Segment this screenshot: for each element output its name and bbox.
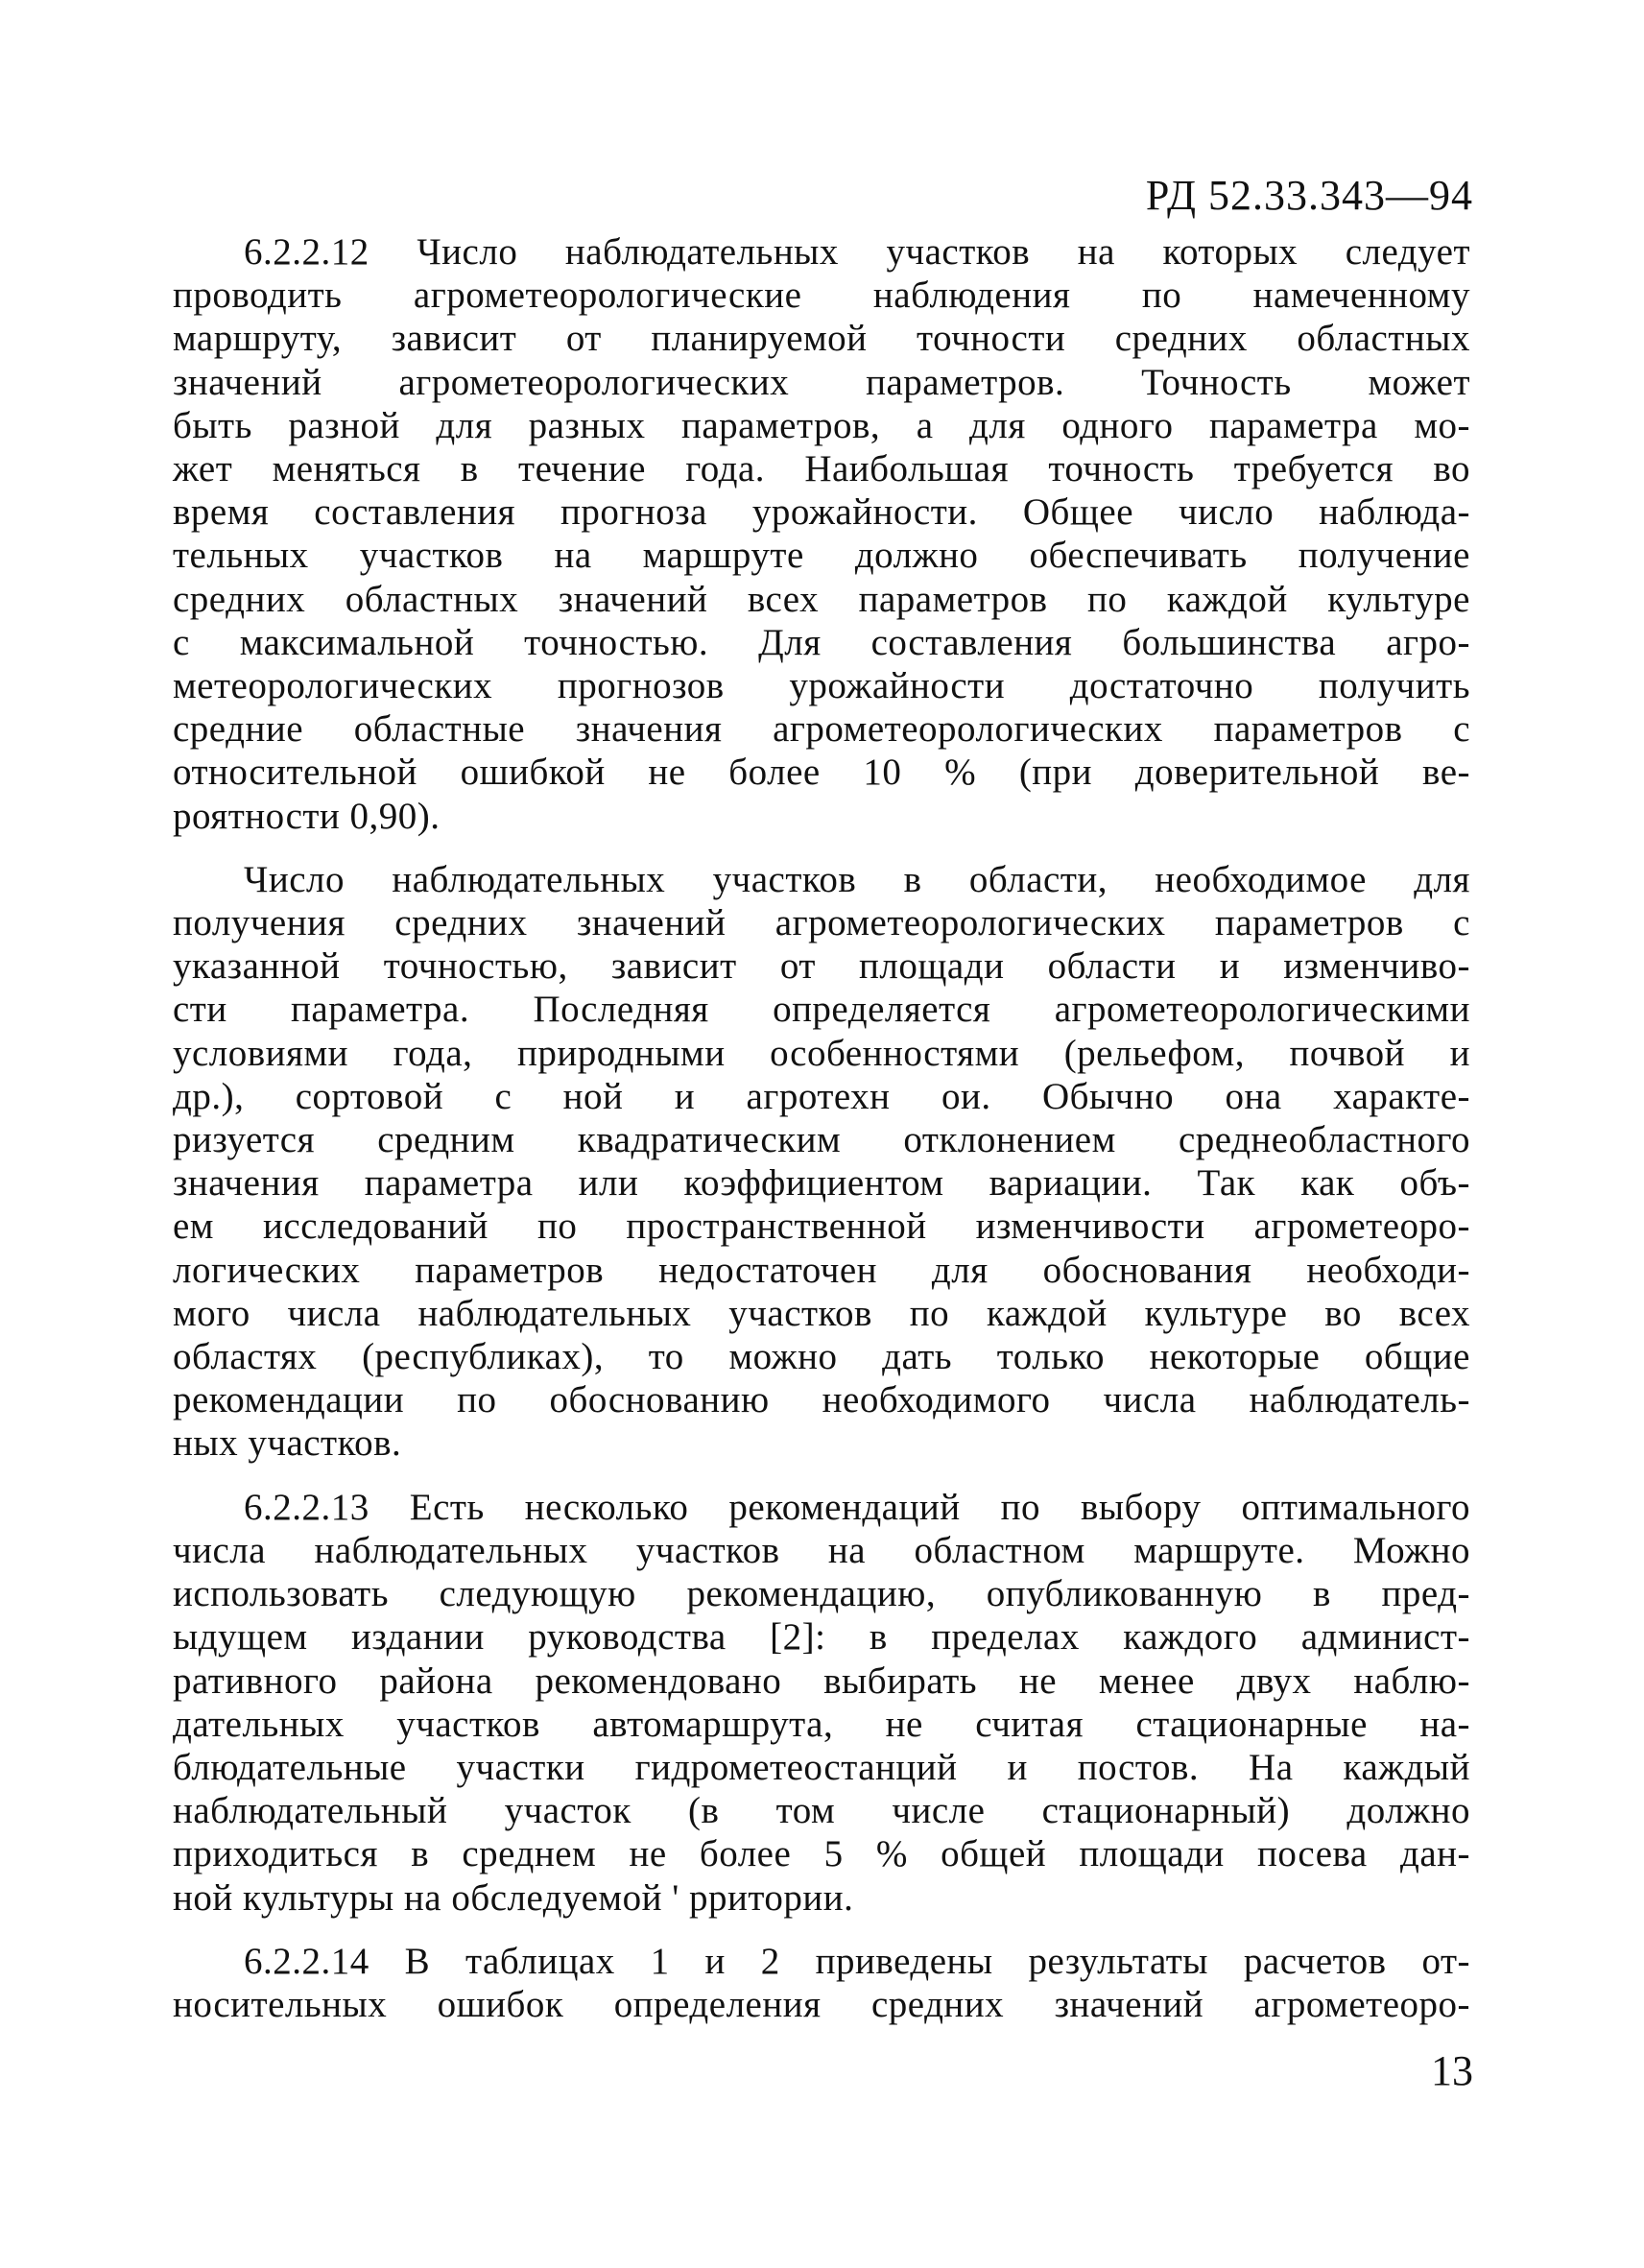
paragraph-6-2-2-13 — [173, 1486, 1470, 1920]
text-line: др.), сортовой с ной и агротехн ои. Обычно она характе- — [173, 1075, 1470, 1117]
paragraph-observation-plots — [173, 858, 1470, 1466]
text-line: метеорологических прогнозов урожайности достаточно получить — [173, 665, 1470, 707]
text-line: ем исследований по пространственной изменчивости агрометеоро- — [173, 1206, 1470, 1248]
text-line: значений агрометеорологических параметров. Точность может — [173, 361, 1470, 403]
text-line: жет меняться в течение года. Наибольшая точность требуется во — [173, 448, 1470, 490]
text-line: роятности 0,90). — [173, 795, 441, 837]
text-line: 6.2.2.14 В таблицах 1 и 2 приведены результаты расчетов от- — [244, 1940, 1470, 1982]
text-line: время составления прогноза урожайности. Общее число наблюда- — [173, 491, 1470, 534]
text-line: логических параметров недостаточен для обоснования необходи- — [173, 1249, 1470, 1291]
text-line: использовать следующую рекомендацию, опубликованную в пред- — [173, 1573, 1470, 1615]
body-text — [173, 230, 1470, 2026]
text-line: мого числа наблюдательных участков по каждой культуре во всех — [173, 1292, 1470, 1334]
text-line: 6.2.2.12 Число наблюдательных участков на которых следует — [244, 231, 1470, 273]
text-line: ративного района рекомендовано выбирать не менее двух наблю- — [173, 1659, 1470, 1702]
text-line: ных участков. — [173, 1422, 402, 1465]
document-code-header: РД 52.33.343—94 — [1145, 172, 1473, 219]
text-line: дательных участков автомаршрута, не считая стационарные на- — [173, 1703, 1470, 1745]
text-line: рекомендации по обоснованию необходимого числа наблюдатель- — [173, 1379, 1470, 1421]
text-line: быть разной для разных параметров, а для одного параметра мо- — [173, 404, 1470, 446]
text-line: Число наблюдательных участков в области, необходимое для — [244, 858, 1470, 900]
text-line: 6.2.2.13 Есть несколько рекомендаций по выбору оптимального — [244, 1486, 1470, 1528]
text-line: числа наблюдательных участков на областном маршруте. Можно — [173, 1529, 1470, 1571]
paragraph-6-2-2-12 — [173, 230, 1470, 838]
text-line: ной культуры на обследуемой ' рритории. — [173, 1876, 854, 1919]
text-line: средние областные значения агрометеорологических параметров с — [173, 708, 1470, 751]
text-line: средних областных значений всех параметров по каждой культуре — [173, 578, 1470, 620]
text-line: сти параметра. Последняя определяется агрометеорологическими — [173, 989, 1470, 1031]
text-line: получения средних значений агрометеорологических параметров с — [173, 902, 1470, 944]
text-line: носительных ошибок определения средних значений агрометеоро- — [173, 1983, 1470, 2025]
text-line: наблюдательный участок (в том числе стационарный) должно — [173, 1790, 1470, 1832]
text-line: относительной ошибкой не более 10 % (при доверительной ве- — [173, 752, 1470, 794]
text-line: приходиться в среднем не более 5 % общей площади посева дан- — [173, 1833, 1470, 1875]
paragraph-6-2-2-14 — [173, 1940, 1470, 2026]
text-line: значения параметра или коэффициентом вариации. Так как объ- — [173, 1162, 1470, 1205]
text-line: блюдательные участки гидрометеостанций и постов. На каждый — [173, 1746, 1470, 1788]
page-number: 13 — [1431, 2047, 1473, 2094]
text-line: тельных участков на маршруте должно обеспечивать получение — [173, 535, 1470, 577]
text-line: маршруту, зависит от планируемой точности средних областных — [173, 318, 1470, 360]
text-line: условиями года, природными особенностями (рельефом, почвой и — [173, 1032, 1470, 1074]
text-line: ыдущем издании руководства [2]: в пределах каждого админист- — [173, 1616, 1470, 1659]
text-line: областях (республиках), то можно дать только некоторые общие — [173, 1336, 1470, 1378]
text-line: с максимальной точностью. Для составления большинства агро- — [173, 621, 1470, 663]
text-line: проводить агрометеорологические наблюдения по намеченному — [173, 275, 1470, 317]
text-line: указанной точностью, зависит от площади области и изменчиво- — [173, 945, 1470, 988]
text-line: ризуется средним квадратическим отклонением среднеобластного — [173, 1119, 1470, 1161]
